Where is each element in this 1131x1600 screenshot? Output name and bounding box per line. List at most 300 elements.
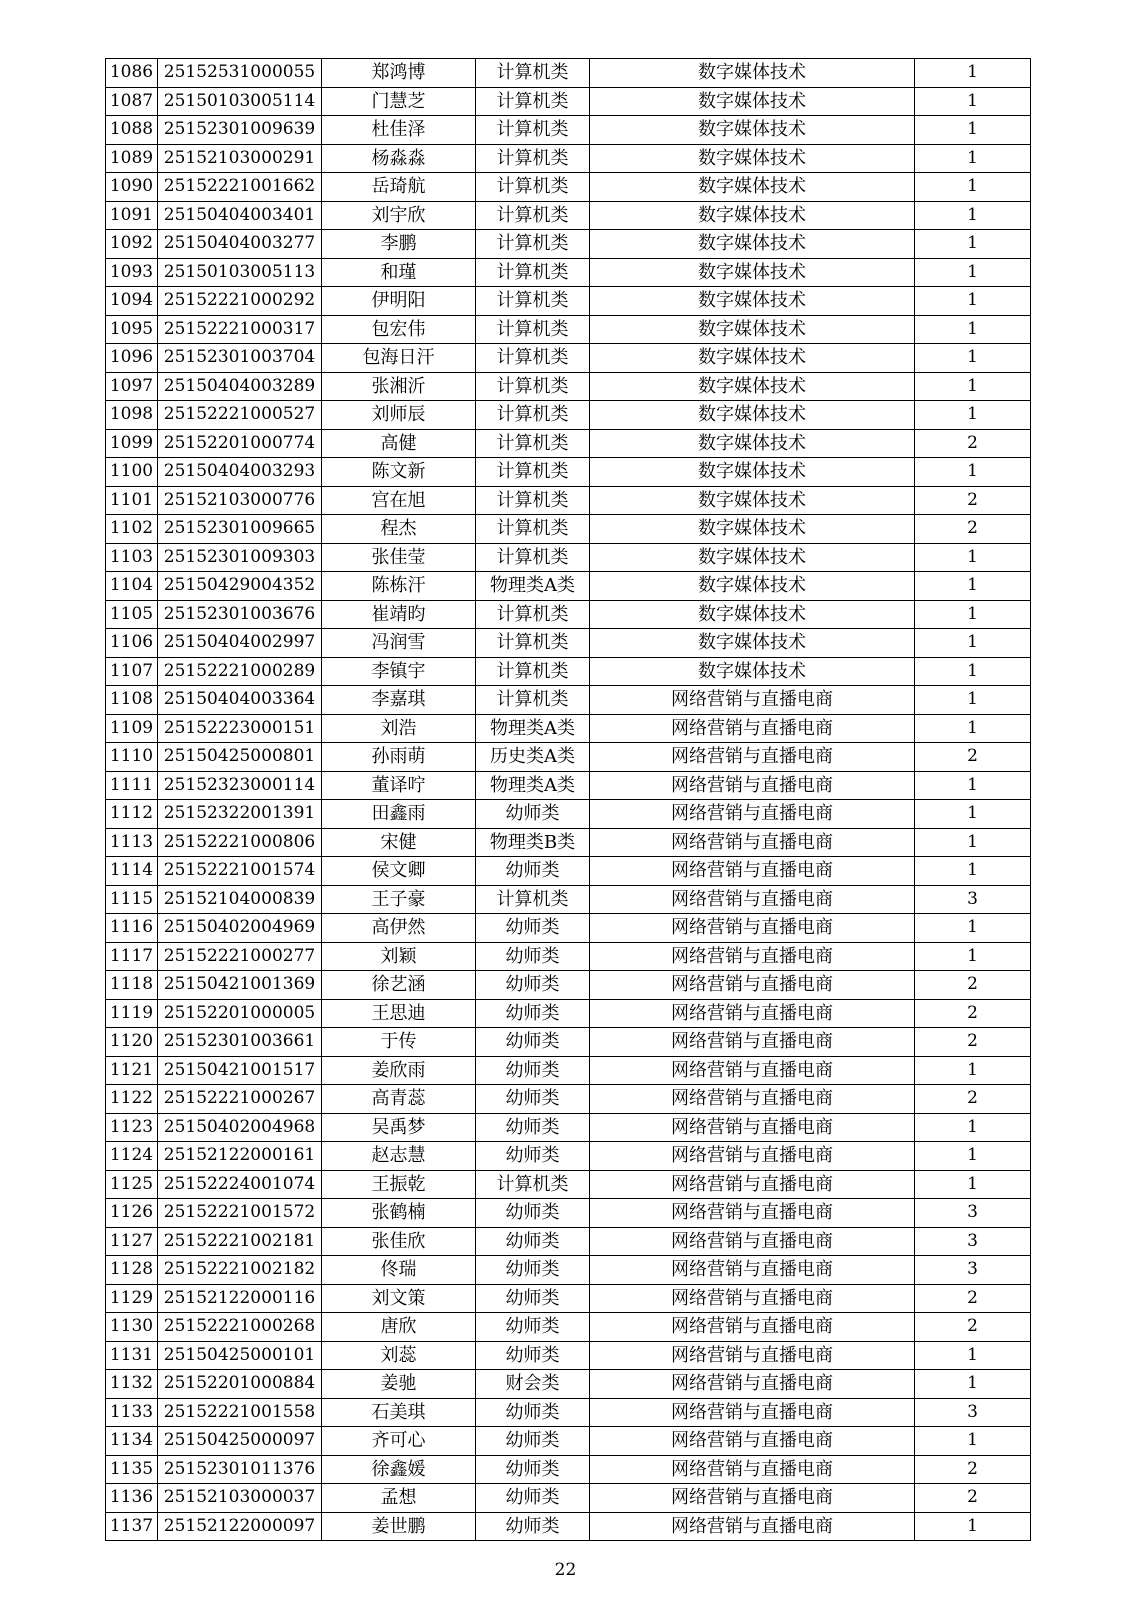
candidate-id-cell: 25152301009639: [158, 116, 322, 145]
table-row: [106, 600, 1031, 629]
table-row: [106, 116, 1031, 145]
category-cell: 计算机类: [476, 287, 590, 316]
category-cell: 计算机类: [476, 885, 590, 914]
seq-cell: 1091: [106, 201, 158, 230]
table-row: [106, 486, 1031, 515]
name-cell: 石美琪: [322, 1398, 476, 1427]
major-cell: 网络营销与直播电商: [590, 1227, 915, 1256]
seq-cell: 1133: [106, 1398, 158, 1427]
major-cell: 数字媒体技术: [590, 230, 915, 259]
category-cell: 计算机类: [476, 429, 590, 458]
table-row: [106, 87, 1031, 116]
value-cell: 1: [915, 686, 1031, 715]
candidate-id-cell: 25152122000116: [158, 1284, 322, 1313]
name-cell: 徐艺涵: [322, 971, 476, 1000]
seq-cell: 1123: [106, 1113, 158, 1142]
seq-cell: 1124: [106, 1142, 158, 1171]
value-cell: 2: [915, 999, 1031, 1028]
value-cell: 1: [915, 800, 1031, 829]
category-cell: 计算机类: [476, 59, 590, 88]
name-cell: 杜佳泽: [322, 116, 476, 145]
name-cell: 唐欣: [322, 1313, 476, 1342]
value-cell: 1: [915, 201, 1031, 230]
seq-cell: 1096: [106, 344, 158, 373]
major-cell: 网络营销与直播电商: [590, 800, 915, 829]
candidate-id-cell: 25150103005114: [158, 87, 322, 116]
category-cell: 计算机类: [476, 116, 590, 145]
candidate-id-cell: 25150404002997: [158, 629, 322, 658]
major-cell: 网络营销与直播电商: [590, 1484, 915, 1513]
candidate-id-cell: 25152221000527: [158, 401, 322, 430]
candidate-id-cell: 25152322001391: [158, 800, 322, 829]
value-cell: 1: [915, 372, 1031, 401]
seq-cell: 1132: [106, 1370, 158, 1399]
value-cell: 1: [915, 230, 1031, 259]
category-cell: 计算机类: [476, 258, 590, 287]
seq-cell: 1128: [106, 1256, 158, 1285]
major-cell: 网络营销与直播电商: [590, 1427, 915, 1456]
major-cell: 数字媒体技术: [590, 258, 915, 287]
candidate-id-cell: 25150404003364: [158, 686, 322, 715]
seq-cell: 1136: [106, 1484, 158, 1513]
candidate-id-cell: 25152301003676: [158, 600, 322, 629]
name-cell: 和瑾: [322, 258, 476, 287]
category-cell: 财会类: [476, 1370, 590, 1399]
table-row: [106, 800, 1031, 829]
major-cell: 网络营销与直播电商: [590, 1170, 915, 1199]
candidate-id-cell: 25150404003289: [158, 372, 322, 401]
candidate-id-cell: 25150421001369: [158, 971, 322, 1000]
name-cell: 崔靖昀: [322, 600, 476, 629]
candidate-id-cell: 25152301009303: [158, 543, 322, 572]
category-cell: 物理类B类: [476, 828, 590, 857]
name-cell: 于传: [322, 1028, 476, 1057]
table-row: [106, 173, 1031, 202]
table-row: [106, 1284, 1031, 1313]
category-cell: 计算机类: [476, 173, 590, 202]
value-cell: 3: [915, 885, 1031, 914]
table-row: [106, 971, 1031, 1000]
name-cell: 冯润雪: [322, 629, 476, 658]
candidate-id-cell: 25152103000776: [158, 486, 322, 515]
candidate-id-cell: 25150421001517: [158, 1056, 322, 1085]
major-cell: 网络营销与直播电商: [590, 1256, 915, 1285]
candidate-id-cell: 25150425000801: [158, 743, 322, 772]
value-cell: 3: [915, 1227, 1031, 1256]
seq-cell: 1101: [106, 486, 158, 515]
table-row: [106, 686, 1031, 715]
table-row: [106, 315, 1031, 344]
major-cell: 网络营销与直播电商: [590, 1142, 915, 1171]
major-cell: 网络营销与直播电商: [590, 971, 915, 1000]
name-cell: 赵志慧: [322, 1142, 476, 1171]
table-row: [106, 1313, 1031, 1342]
category-cell: 历史类A类: [476, 743, 590, 772]
table-body: [106, 59, 1031, 1541]
name-cell: 刘文策: [322, 1284, 476, 1313]
value-cell: 1: [915, 458, 1031, 487]
name-cell: 岳琦航: [322, 173, 476, 202]
category-cell: 计算机类: [476, 344, 590, 373]
category-cell: 计算机类: [476, 600, 590, 629]
seq-cell: 1110: [106, 743, 158, 772]
name-cell: 董译咛: [322, 771, 476, 800]
table-row: [106, 657, 1031, 686]
seq-cell: 1095: [106, 315, 158, 344]
table-row: [106, 287, 1031, 316]
candidate-id-cell: 25152221001574: [158, 857, 322, 886]
table-row: [106, 59, 1031, 88]
category-cell: 幼师类: [476, 1284, 590, 1313]
table-row: [106, 401, 1031, 430]
name-cell: 姜驰: [322, 1370, 476, 1399]
category-cell: 计算机类: [476, 458, 590, 487]
table-row: [106, 230, 1031, 259]
table-row: [106, 771, 1031, 800]
candidate-id-cell: 25150429004352: [158, 572, 322, 601]
category-cell: 幼师类: [476, 1427, 590, 1456]
seq-cell: 1113: [106, 828, 158, 857]
seq-cell: 1104: [106, 572, 158, 601]
candidate-id-cell: 25152221000289: [158, 657, 322, 686]
value-cell: 1: [915, 258, 1031, 287]
name-cell: 孟想: [322, 1484, 476, 1513]
category-cell: 计算机类: [476, 515, 590, 544]
major-cell: 网络营销与直播电商: [590, 1398, 915, 1427]
table-row: [106, 1056, 1031, 1085]
name-cell: 程杰: [322, 515, 476, 544]
value-cell: 1: [915, 543, 1031, 572]
candidate-id-cell: 25152221000268: [158, 1313, 322, 1342]
candidate-id-cell: 25152201000774: [158, 429, 322, 458]
name-cell: 陈栋汗: [322, 572, 476, 601]
table-row: [106, 1484, 1031, 1513]
category-cell: 计算机类: [476, 486, 590, 515]
seq-cell: 1107: [106, 657, 158, 686]
name-cell: 张鹤楠: [322, 1199, 476, 1228]
major-cell: 网络营销与直播电商: [590, 743, 915, 772]
value-cell: 1: [915, 914, 1031, 943]
major-cell: 数字媒体技术: [590, 287, 915, 316]
value-cell: 1: [915, 87, 1031, 116]
major-cell: 数字媒体技术: [590, 629, 915, 658]
table-row: [106, 258, 1031, 287]
name-cell: 田鑫雨: [322, 800, 476, 829]
major-cell: 数字媒体技术: [590, 401, 915, 430]
category-cell: 幼师类: [476, 800, 590, 829]
major-cell: 数字媒体技术: [590, 173, 915, 202]
value-cell: 1: [915, 401, 1031, 430]
value-cell: 1: [915, 144, 1031, 173]
category-cell: 计算机类: [476, 401, 590, 430]
value-cell: 1: [915, 287, 1031, 316]
table-row: [106, 743, 1031, 772]
category-cell: 幼师类: [476, 1056, 590, 1085]
table-row: [106, 372, 1031, 401]
name-cell: 高青蕊: [322, 1085, 476, 1114]
value-cell: 2: [915, 1313, 1031, 1342]
candidate-id-cell: 25152201000884: [158, 1370, 322, 1399]
table-row: [106, 1028, 1031, 1057]
value-cell: 1: [915, 315, 1031, 344]
table-row: [106, 144, 1031, 173]
name-cell: 刘颖: [322, 942, 476, 971]
table-row: [106, 1512, 1031, 1541]
major-cell: 网络营销与直播电商: [590, 1455, 915, 1484]
category-cell: 计算机类: [476, 629, 590, 658]
candidate-id-cell: 25152221000292: [158, 287, 322, 316]
value-cell: 1: [915, 629, 1031, 658]
seq-cell: 1129: [106, 1284, 158, 1313]
seq-cell: 1092: [106, 230, 158, 259]
value-cell: 2: [915, 1284, 1031, 1313]
seq-cell: 1122: [106, 1085, 158, 1114]
seq-cell: 1116: [106, 914, 158, 943]
name-cell: 伊明阳: [322, 287, 476, 316]
category-cell: 幼师类: [476, 1199, 590, 1228]
category-cell: 物理类A类: [476, 771, 590, 800]
candidate-id-cell: 25152201000005: [158, 999, 322, 1028]
table-row: [106, 1370, 1031, 1399]
name-cell: 宋健: [322, 828, 476, 857]
seq-cell: 1111: [106, 771, 158, 800]
name-cell: 高伊然: [322, 914, 476, 943]
seq-cell: 1130: [106, 1313, 158, 1342]
table-row: [106, 344, 1031, 373]
value-cell: 3: [915, 1199, 1031, 1228]
seq-cell: 1097: [106, 372, 158, 401]
seq-cell: 1121: [106, 1056, 158, 1085]
category-cell: 幼师类: [476, 1398, 590, 1427]
major-cell: 数字媒体技术: [590, 144, 915, 173]
major-cell: 网络营销与直播电商: [590, 1085, 915, 1114]
seq-cell: 1118: [106, 971, 158, 1000]
candidate-id-cell: 25152103000037: [158, 1484, 322, 1513]
category-cell: 计算机类: [476, 543, 590, 572]
seq-cell: 1086: [106, 59, 158, 88]
major-cell: 数字媒体技术: [590, 372, 915, 401]
name-cell: 齐可心: [322, 1427, 476, 1456]
candidate-id-cell: 25152221000277: [158, 942, 322, 971]
category-cell: 幼师类: [476, 1313, 590, 1342]
value-cell: 2: [915, 1484, 1031, 1513]
category-cell: 幼师类: [476, 1227, 590, 1256]
major-cell: 网络营销与直播电商: [590, 857, 915, 886]
category-cell: 物理类A类: [476, 572, 590, 601]
table-row: [106, 1113, 1031, 1142]
major-cell: 网络营销与直播电商: [590, 1028, 915, 1057]
category-cell: 幼师类: [476, 1256, 590, 1285]
category-cell: 计算机类: [476, 144, 590, 173]
candidate-id-cell: 25152221002181: [158, 1227, 322, 1256]
major-cell: 网络营销与直播电商: [590, 1370, 915, 1399]
value-cell: 1: [915, 1370, 1031, 1399]
candidate-id-cell: 25152531000055: [158, 59, 322, 88]
value-cell: 2: [915, 486, 1031, 515]
candidate-id-cell: 25152221000317: [158, 315, 322, 344]
value-cell: 1: [915, 1142, 1031, 1171]
category-cell: 幼师类: [476, 1341, 590, 1370]
seq-cell: 1119: [106, 999, 158, 1028]
table-row: [106, 828, 1031, 857]
category-cell: 幼师类: [476, 914, 590, 943]
table-row: [106, 1256, 1031, 1285]
name-cell: 杨淼淼: [322, 144, 476, 173]
major-cell: 网络营销与直播电商: [590, 942, 915, 971]
major-cell: 数字媒体技术: [590, 429, 915, 458]
seq-cell: 1103: [106, 543, 158, 572]
seq-cell: 1115: [106, 885, 158, 914]
table-row: [106, 942, 1031, 971]
name-cell: 刘蕊: [322, 1341, 476, 1370]
value-cell: 1: [915, 714, 1031, 743]
major-cell: 数字媒体技术: [590, 59, 915, 88]
candidate-id-cell: 25152221001558: [158, 1398, 322, 1427]
value-cell: 1: [915, 173, 1031, 202]
table-row: [106, 429, 1031, 458]
name-cell: 孙雨萌: [322, 743, 476, 772]
candidate-id-cell: 25152224001074: [158, 1170, 322, 1199]
value-cell: 2: [915, 515, 1031, 544]
table-row: [106, 857, 1031, 886]
major-cell: 网络营销与直播电商: [590, 1284, 915, 1313]
major-cell: 数字媒体技术: [590, 543, 915, 572]
value-cell: 1: [915, 1170, 1031, 1199]
table-row: [106, 1427, 1031, 1456]
major-cell: 网络营销与直播电商: [590, 885, 915, 914]
candidate-id-cell: 25152122000161: [158, 1142, 322, 1171]
name-cell: 刘宇欣: [322, 201, 476, 230]
major-cell: 网络营销与直播电商: [590, 771, 915, 800]
seq-cell: 1100: [106, 458, 158, 487]
name-cell: 王振乾: [322, 1170, 476, 1199]
value-cell: 1: [915, 344, 1031, 373]
major-cell: 数字媒体技术: [590, 657, 915, 686]
table-row: [106, 1341, 1031, 1370]
category-cell: 幼师类: [476, 1512, 590, 1541]
category-cell: 计算机类: [476, 657, 590, 686]
seq-cell: 1125: [106, 1170, 158, 1199]
value-cell: 1: [915, 600, 1031, 629]
name-cell: 姜世鹏: [322, 1512, 476, 1541]
major-cell: 数字媒体技术: [590, 315, 915, 344]
major-cell: 网络营销与直播电商: [590, 1056, 915, 1085]
category-cell: 计算机类: [476, 1170, 590, 1199]
seq-cell: 1102: [106, 515, 158, 544]
table-row: [106, 201, 1031, 230]
major-cell: 数字媒体技术: [590, 116, 915, 145]
value-cell: 2: [915, 1455, 1031, 1484]
value-cell: 1: [915, 942, 1031, 971]
candidate-id-cell: 25150404003401: [158, 201, 322, 230]
candidate-id-cell: 25152301011376: [158, 1455, 322, 1484]
major-cell: 网络营销与直播电商: [590, 828, 915, 857]
major-cell: 数字媒体技术: [590, 458, 915, 487]
name-cell: 刘师辰: [322, 401, 476, 430]
category-cell: 幼师类: [476, 857, 590, 886]
page-number: 22: [554, 1560, 577, 1580]
seq-cell: 1134: [106, 1427, 158, 1456]
seq-cell: 1114: [106, 857, 158, 886]
category-cell: 计算机类: [476, 230, 590, 259]
value-cell: 3: [915, 1398, 1031, 1427]
value-cell: 1: [915, 1113, 1031, 1142]
value-cell: 1: [915, 1427, 1031, 1456]
seq-cell: 1126: [106, 1199, 158, 1228]
value-cell: 2: [915, 1085, 1031, 1114]
name-cell: 陈文新: [322, 458, 476, 487]
major-cell: 网络营销与直播电商: [590, 686, 915, 715]
table-row: [106, 543, 1031, 572]
category-cell: 幼师类: [476, 971, 590, 1000]
category-cell: 物理类A类: [476, 714, 590, 743]
name-cell: 王子豪: [322, 885, 476, 914]
value-cell: 1: [915, 857, 1031, 886]
major-cell: 网络营销与直播电商: [590, 1313, 915, 1342]
table-row: [106, 1142, 1031, 1171]
table-row: [106, 458, 1031, 487]
category-cell: 幼师类: [476, 1142, 590, 1171]
candidate-id-cell: 25152221002182: [158, 1256, 322, 1285]
seq-cell: 1106: [106, 629, 158, 658]
name-cell: 宫在旭: [322, 486, 476, 515]
seq-cell: 1105: [106, 600, 158, 629]
name-cell: 张佳欣: [322, 1227, 476, 1256]
value-cell: 1: [915, 657, 1031, 686]
name-cell: 侯文卿: [322, 857, 476, 886]
value-cell: 1: [915, 828, 1031, 857]
candidate-id-cell: 25152122000097: [158, 1512, 322, 1541]
table-row: [106, 999, 1031, 1028]
candidate-id-cell: 25152301003704: [158, 344, 322, 373]
seq-cell: 1131: [106, 1341, 158, 1370]
table-row: [106, 1199, 1031, 1228]
table-row: [106, 1085, 1031, 1114]
category-cell: 幼师类: [476, 942, 590, 971]
value-cell: 1: [915, 116, 1031, 145]
candidate-id-cell: 25150404003293: [158, 458, 322, 487]
seq-cell: 1108: [106, 686, 158, 715]
candidate-id-cell: 25150425000101: [158, 1341, 322, 1370]
candidate-id-cell: 25150402004969: [158, 914, 322, 943]
table-row: [106, 1398, 1031, 1427]
seq-cell: 1098: [106, 401, 158, 430]
value-cell: 2: [915, 429, 1031, 458]
category-cell: 计算机类: [476, 686, 590, 715]
table-row: [106, 515, 1031, 544]
seq-cell: 1093: [106, 258, 158, 287]
candidate-id-cell: 25150402004968: [158, 1113, 322, 1142]
name-cell: 张湘沂: [322, 372, 476, 401]
candidate-id-cell: 25152221000806: [158, 828, 322, 857]
candidate-id-cell: 25152221001572: [158, 1199, 322, 1228]
name-cell: 李鹏: [322, 230, 476, 259]
candidate-id-cell: 25150103005113: [158, 258, 322, 287]
table-row: [106, 1227, 1031, 1256]
value-cell: 1: [915, 1512, 1031, 1541]
name-cell: 包海日汗: [322, 344, 476, 373]
name-cell: 张佳莹: [322, 543, 476, 572]
seq-cell: 1094: [106, 287, 158, 316]
value-cell: 1: [915, 59, 1031, 88]
name-cell: 王思迪: [322, 999, 476, 1028]
admission-table: [105, 58, 1031, 1541]
seq-cell: 1135: [106, 1455, 158, 1484]
major-cell: 网络营销与直播电商: [590, 1341, 915, 1370]
category-cell: 计算机类: [476, 201, 590, 230]
seq-cell: 1120: [106, 1028, 158, 1057]
major-cell: 数字媒体技术: [590, 486, 915, 515]
